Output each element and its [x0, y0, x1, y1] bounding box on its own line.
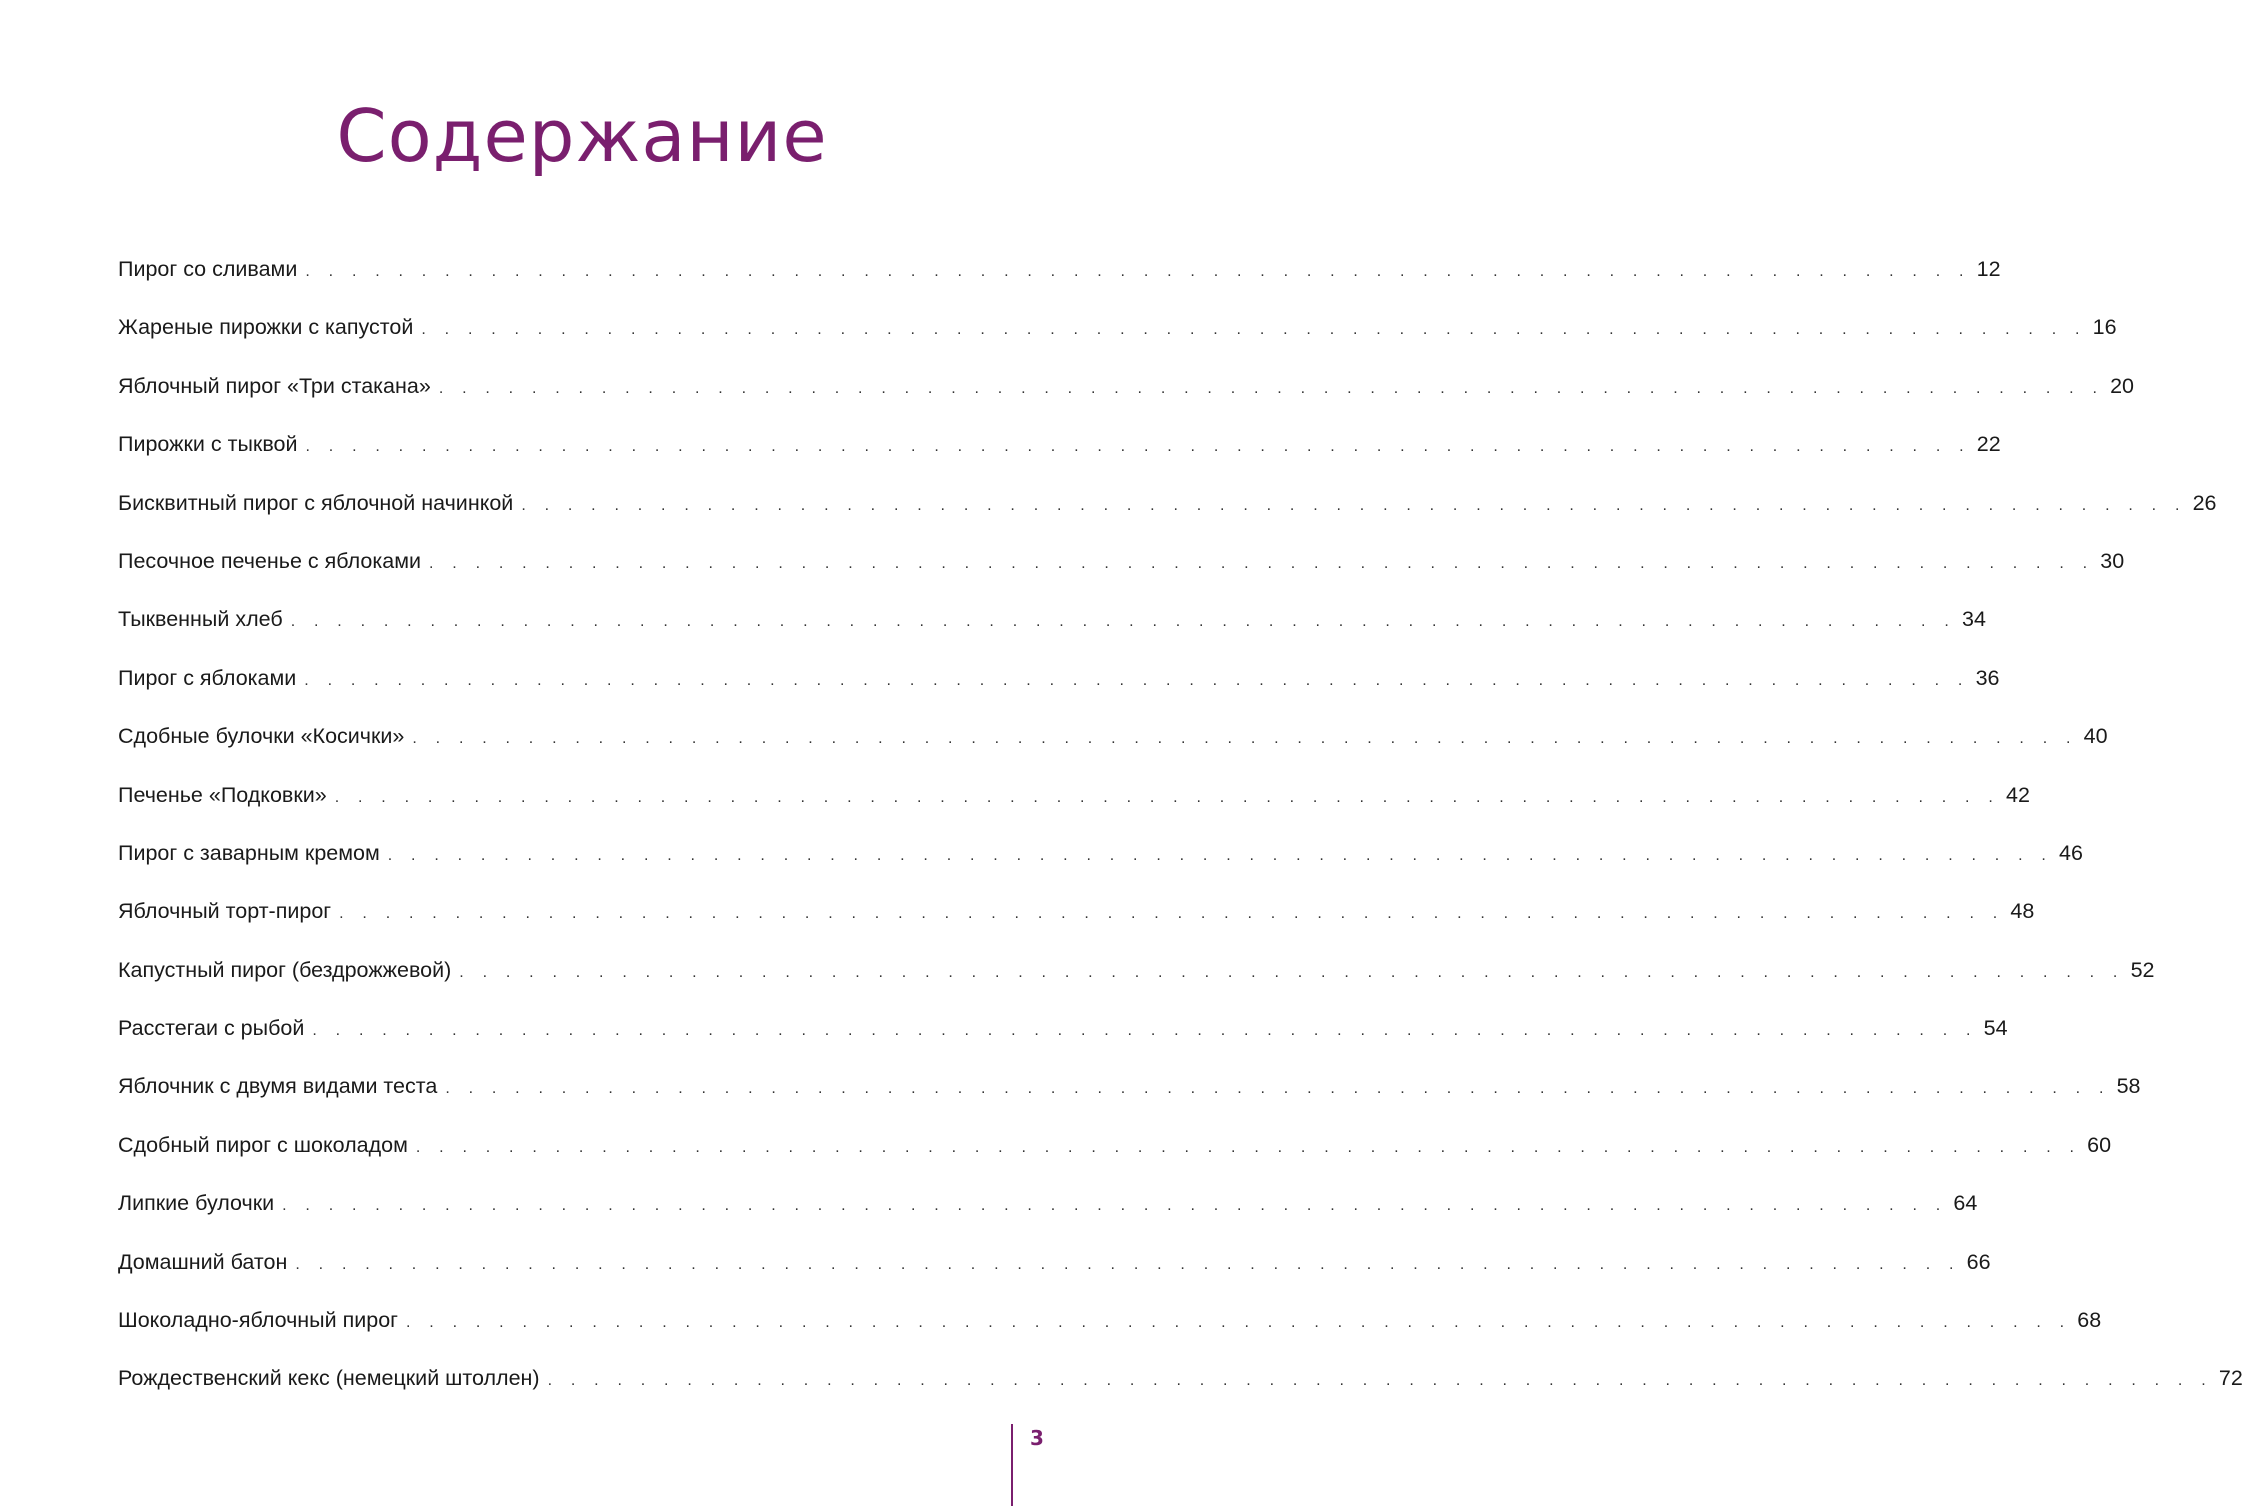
- toc-entry-title: Расстегаи с рыбой: [118, 1016, 305, 1041]
- toc-entry[interactable]: [118, 544, 2125, 602]
- toc-entry-title: Липкие булочки: [118, 1191, 275, 1216]
- toc-dot-leader: . . . . . . . . . . . . . . . . . . . . . . . . . . . . . . . . . . . . . . . . . . . . . . . . . . . . . . . . . . . . . . . . . . . . . . . .: [459, 963, 2125, 981]
- toc-entry-page: 64: [1953, 1191, 1978, 1216]
- toc-dot-leader: . . . . . . . . . . . . . . . . . . . . . . . . . . . . . . . . . . . . . . . . . . . . . . . . . . . . . . . . . . . . . . . . . . . . . . . .: [339, 905, 2005, 923]
- toc-entry[interactable]: [118, 1245, 1991, 1303]
- toc-dot-leader: . . . . . . . . . . . . . . . . . . . . . . . . . . . . . . . . . . . . . . . . . . . . . . . . . . . . . . . . . . . . . . . . . . . . . . . .: [387, 846, 2054, 864]
- table-of-contents: [118, 252, 2243, 1420]
- toc-dot-leader: . . . . . . . . . . . . . . . . . . . . . . . . . . . . . . . . . . . . . . . . . . . . . . . . . . . . . . . . . . . . . . . . . . . . . . . .: [421, 321, 2087, 339]
- toc-entry-page: 26: [2192, 490, 2217, 515]
- toc-entry-title: Шоколадно-яблочный пирог: [118, 1308, 399, 1333]
- toc-entry-page: 16: [2092, 315, 2117, 340]
- toc-entry-page: 42: [2005, 782, 2030, 807]
- toc-entry[interactable]: [118, 1069, 2141, 1127]
- toc-dot-leader: . . . . . . . . . . . . . . . . . . . . . . . . . . . . . . . . . . . . . . . . . . . . . . . . . . . . . . . . . . . . . . . . . . . . . . . .: [428, 554, 2095, 572]
- toc-entry[interactable]: [118, 427, 2001, 485]
- page-number-divider: [1011, 1424, 1013, 1506]
- toc-entry-page: 12: [1976, 257, 2001, 281]
- toc-entry[interactable]: [118, 719, 2108, 777]
- toc-entry[interactable]: [118, 1303, 2102, 1361]
- toc-entry-title: Домашний батон: [118, 1249, 288, 1274]
- page-number: 3: [1030, 1426, 1044, 1450]
- page-title: Содержание: [336, 94, 828, 178]
- toc-entry[interactable]: [118, 894, 2035, 952]
- toc-entry-page: 36: [1975, 665, 2000, 690]
- toc-entry[interactable]: [118, 836, 2083, 894]
- toc-entry-page: 40: [2083, 724, 2108, 749]
- toc-entry-page: 22: [1976, 432, 2001, 457]
- toc-entry-title: Рождественский кекс (немецкий штоллен): [118, 1366, 540, 1391]
- toc-entry-page: 68: [2077, 1308, 2102, 1333]
- toc-entry-page: 58: [2116, 1074, 2141, 1099]
- toc-entry[interactable]: [118, 252, 2001, 310]
- toc-entry[interactable]: [118, 1186, 1978, 1244]
- toc-entry-page: 46: [2059, 840, 2083, 865]
- toc-dot-leader: . . . . . . . . . . . . . . . . . . . . . . . . . . . . . . . . . . . . . . . . . . . . . . . . . . . . . . . . . . . . . . . . . . . . . . . .: [415, 1138, 2082, 1156]
- toc-entry-title: Бисквитный пирог с яблочной начинкой: [118, 490, 514, 515]
- toc-dot-leader: . . . . . . . . . . . . . . . . . . . . . . . . . . . . . . . . . . . . . . . . . . . . . . . . . . . . . . . . . . . . . . . . . . . . . . . .: [295, 1255, 1961, 1273]
- toc-entry-page: 34: [1961, 607, 1986, 632]
- toc-entry-title: Песочное печенье с яблоками: [118, 548, 421, 573]
- toc-entry-title: Капустный пирог (бездрожжевой): [118, 957, 452, 982]
- toc-entry[interactable]: [118, 953, 2155, 1011]
- toc-entry-title: Яблочник с двумя видами теста: [118, 1074, 438, 1099]
- toc-entry-title: Пирог с яблоками: [118, 665, 297, 690]
- toc-entry[interactable]: [118, 486, 2217, 544]
- toc-entry-page: 30: [2100, 548, 2125, 573]
- toc-dot-leader: . . . . . . . . . . . . . . . . . . . . . . . . . . . . . . . . . . . . . . . . . . . . . . . . . . . . . . . . . . . . . . . . . . . . . . . .: [282, 1197, 1948, 1215]
- toc-entry-title: Пирог с заварным кремом: [118, 840, 380, 865]
- toc-entry[interactable]: [118, 778, 2030, 836]
- toc-dot-leader: . . . . . . . . . . . . . . . . . . . . . . . . . . . . . . . . . . . . . . . . . . . . . . . . . . . . . . . . . . . . . . . . . . . . . . . .: [290, 613, 1956, 631]
- toc-dot-leader: . . . . . . . . . . . . . . . . . . . . . . . . . . . . . . . . . . . . . . . . . . . . . . . . . . . . . . . . . . . . . . . . . . . . . . . .: [406, 1314, 2072, 1332]
- toc-entry[interactable]: [118, 369, 2135, 427]
- toc-entry[interactable]: [118, 661, 2000, 719]
- toc-entry-title: Яблочный торт-пирог: [118, 899, 332, 924]
- toc-dot-leader: . . . . . . . . . . . . . . . . . . . . . . . . . . . . . . . . . . . . . . . . . . . . . . . . . . . . . . . . . . . . . . . . . . . . . . . .: [547, 1372, 2213, 1390]
- toc-entry-page: 54: [1983, 1016, 2008, 1041]
- toc-entry-title: Пирог со сливами: [118, 257, 298, 281]
- toc-entry-title: Пирожки с тыквой: [118, 432, 298, 457]
- toc-dot-leader: . . . . . . . . . . . . . . . . . . . . . . . . . . . . . . . . . . . . . . . . . . . . . . . . . . . . . . . . . . . . . . . . . . . . . . . .: [412, 730, 2078, 748]
- toc-entry-page: 20: [2110, 373, 2135, 398]
- toc-entry-page: 72: [2218, 1366, 2243, 1391]
- toc-entry-title: Тыквенный хлеб: [118, 607, 283, 632]
- toc-entry[interactable]: [118, 602, 1986, 660]
- toc-dot-leader: . . . . . . . . . . . . . . . . . . . . . . . . . . . . . . . . . . . . . . . . . . . . . . . . . . . . . . . . . . . . . . . . . . . . . . . .: [438, 379, 2105, 397]
- toc-dot-leader: . . . . . . . . . . . . . . . . . . . . . . . . . . . . . . . . . . . . . . . . . . . . . . . . . . . . . . . . . . . . . . . . . . . . . . . .: [334, 788, 2000, 806]
- toc-entry-title: Жареные пирожки с капустой: [118, 315, 414, 340]
- toc-dot-leader: . . . . . . . . . . . . . . . . . . . . . . . . . . . . . . . . . . . . . . . . . . . . . . . . . . . . . . . . . . . . . . . . . . . . . . . .: [305, 263, 1971, 280]
- toc-entry-page: 60: [2087, 1132, 2112, 1157]
- toc-entry-page: 66: [1966, 1249, 1991, 1274]
- toc-dot-leader: . . . . . . . . . . . . . . . . . . . . . . . . . . . . . . . . . . . . . . . . . . . . . . . . . . . . . . . . . . . . . . . . . . . . . . . .: [445, 1080, 2111, 1098]
- toc-entry-title: Сдобный пирог с шоколадом: [118, 1132, 408, 1157]
- toc-entry-title: Печенье «Подковки»: [118, 782, 327, 807]
- toc-dot-leader: . . . . . . . . . . . . . . . . . . . . . . . . . . . . . . . . . . . . . . . . . . . . . . . . . . . . . . . . . . . . . . . . . . . . . . . .: [305, 438, 1971, 456]
- toc-entry[interactable]: [118, 1011, 2008, 1069]
- toc-dot-leader: . . . . . . . . . . . . . . . . . . . . . . . . . . . . . . . . . . . . . . . . . . . . . . . . . . . . . . . . . . . . . . . . . . . . . . . .: [304, 671, 1970, 689]
- toc-dot-leader: . . . . . . . . . . . . . . . . . . . . . . . . . . . . . . . . . . . . . . . . . . . . . . . . . . . . . . . . . . . . . . . . . . . . . . . .: [521, 496, 2187, 514]
- toc-entry[interactable]: [118, 1128, 2112, 1186]
- toc-entry-title: Яблочный пирог «Три стакана»: [118, 373, 431, 398]
- toc-dot-leader: . . . . . . . . . . . . . . . . . . . . . . . . . . . . . . . . . . . . . . . . . . . . . . . . . . . . . . . . . . . . . . . . . . . . . . . .: [312, 1022, 1978, 1040]
- toc-entry[interactable]: [118, 310, 2117, 368]
- toc-entry-title: Сдобные булочки «Косички»: [118, 724, 405, 749]
- toc-entry[interactable]: [118, 1361, 2243, 1419]
- toc-entry-page: 52: [2130, 957, 2155, 982]
- toc-entry-page: 48: [2010, 899, 2035, 924]
